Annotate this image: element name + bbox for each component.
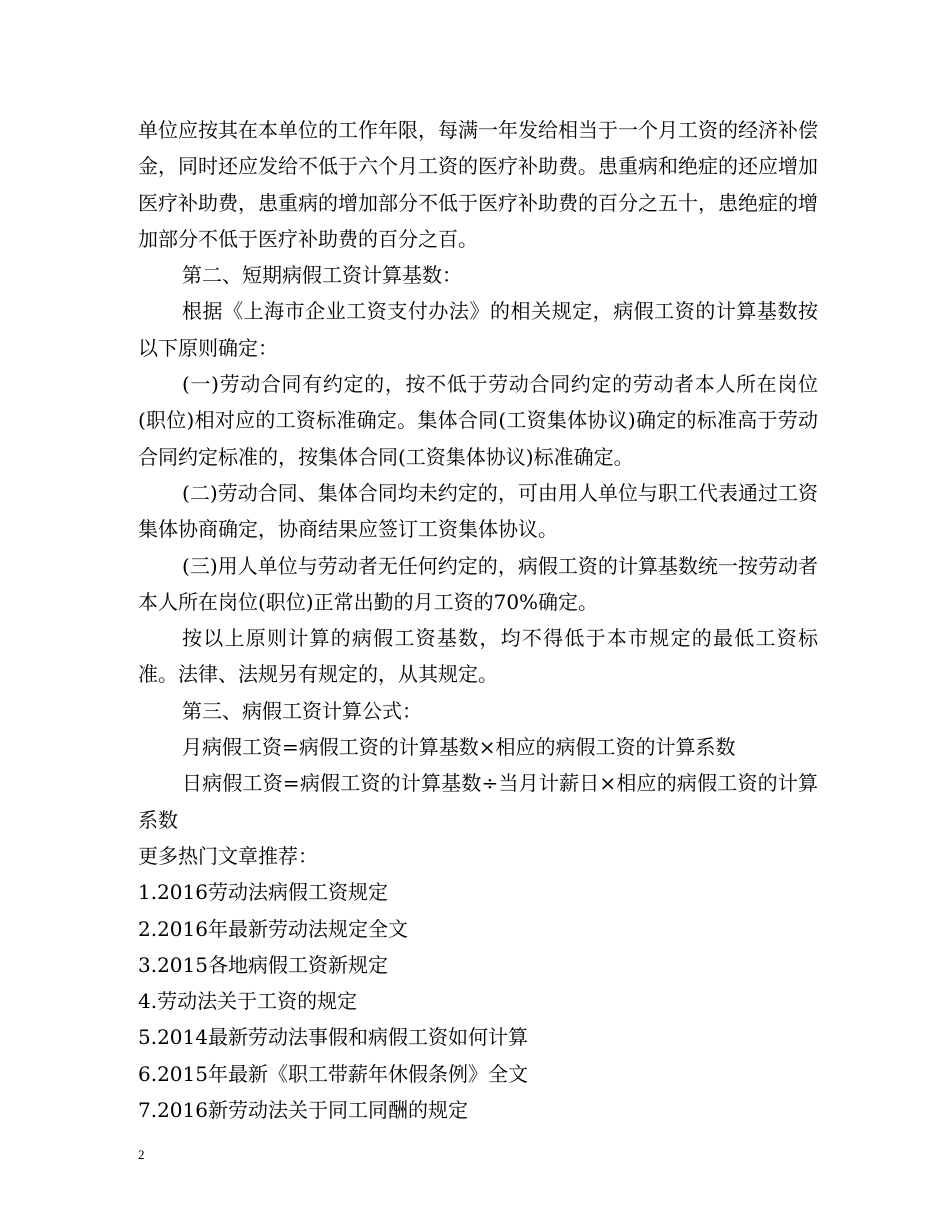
formula-monthly-sick-pay: 月病假工资=病假工资的计算基数×相应的病假工资的计算系数 <box>182 735 736 760</box>
body-paragraph-rule-1: (一)劳动合同有约定的，按不低于劳动合同约定的劳动者本人所在岗位(职位)相对应的工资标准确定。集体合同(工资集体协议)确定的标准高于劳动合同约定标准的，按集体合同(工资集体协议)标准确定。 <box>138 372 818 469</box>
recommendation-link-3[interactable]: 3.2015各地病假工资新规定 <box>138 952 388 977</box>
formula-daily-sick-pay: 日病假工资=病假工资的计算基数÷当月计薪日×相应的病假工资的计算系数 <box>138 771 818 832</box>
body-paragraph-compensation: 单位应按其在本单位的工作年限，每满一年发给相当于一个月工资的经济补偿金，同时还应发给不低于六个月工资的医疗补助费。患重病和绝症的还应增加医疗补助费，患重病的增加部分不低于医疗补助费的百分之五十，患绝症的增加部分不低于医疗补助费的百分之百。 <box>138 118 818 251</box>
recommendation-link-6[interactable]: 6.2015年最新《职工带薪年休假条例》全文 <box>138 1061 528 1086</box>
recommendation-link-5[interactable]: 5.2014最新劳动法事假和病假工资如何计算 <box>138 1025 528 1050</box>
body-paragraph-rule-3: (三)用人单位与劳动者无任何约定的，病假工资的计算基数统一按劳动者本人所在岗位(职位)正常出勤的月工资的70%确定。 <box>138 553 818 614</box>
recommendation-link-1[interactable]: 1.2016劳动法病假工资规定 <box>138 880 388 905</box>
body-paragraph-shanghai-rules: 根据《上海市企业工资支付办法》的相关规定，病假工资的计算基数按以下原则确定： <box>138 299 818 360</box>
body-paragraph-minimum-wage: 按以上原则计算的病假工资基数，均不得低于本市规定的最低工资标准。法律、法规另有规定的，从其规定。 <box>138 626 818 687</box>
body-paragraph-rule-2: (二)劳动合同、集体合同均未约定的，可由用人单位与职工代表通过工资集体协商确定，协商结果应签订工资集体协议。 <box>138 480 818 542</box>
recommendation-link-4[interactable]: 4.劳动法关于工资的规定 <box>138 989 358 1014</box>
recommendations-heading: 更多热门文章推荐： <box>138 843 318 868</box>
recommendation-link-7[interactable]: 7.2016新劳动法关于同工同酬的规定 <box>138 1098 468 1123</box>
page-number: 2 <box>138 1147 145 1162</box>
section-heading-sick-pay-base: 第二、短期病假工资计算基数： <box>182 263 462 288</box>
recommendation-link-2[interactable]: 2.2016年最新劳动法规定全文 <box>138 916 408 941</box>
document-body <box>138 112 818 1128</box>
section-heading-sick-pay-formula: 第三、病假工资计算公式： <box>182 698 422 723</box>
